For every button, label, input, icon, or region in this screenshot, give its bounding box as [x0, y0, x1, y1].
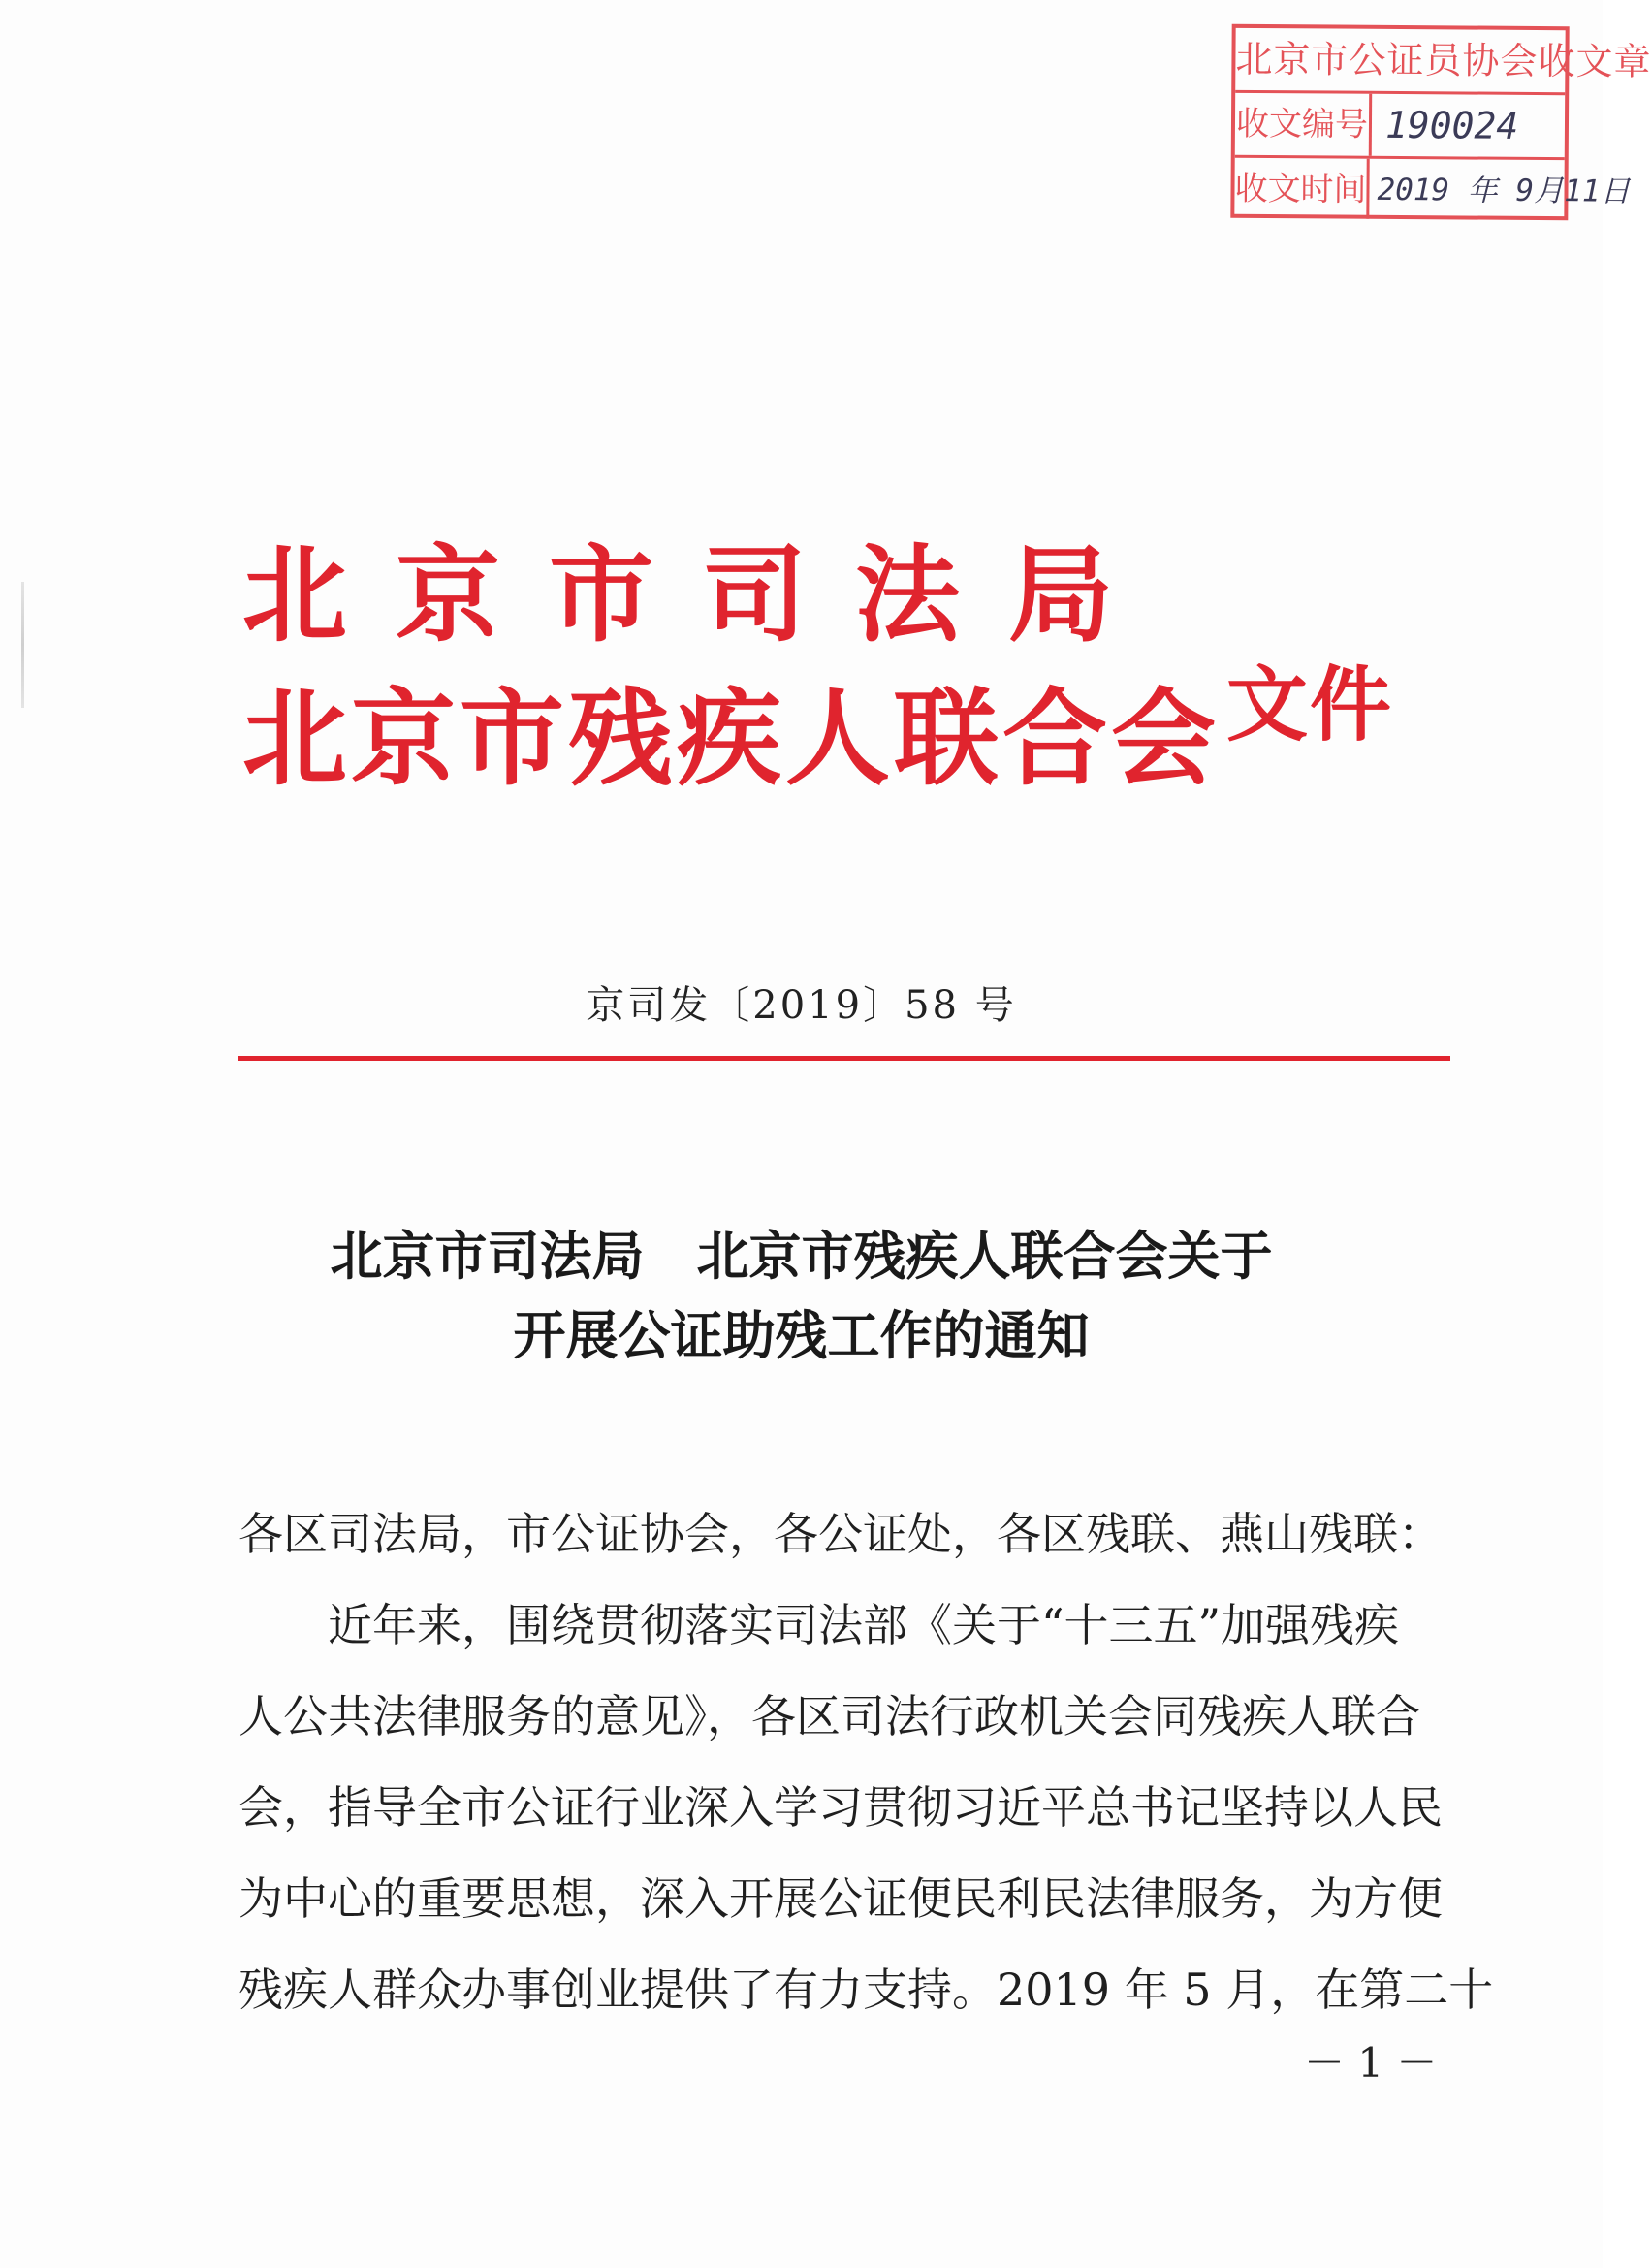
document-number: 京司发〔2019〕58 号 — [586, 983, 1017, 1028]
issuing-organizations — [242, 535, 1221, 800]
stamp-title: 北京市公证员协会收文章 — [1235, 28, 1565, 95]
stamp-number-value: 190024 — [1384, 103, 1519, 147]
document-kind: 文件 — [1226, 657, 1394, 752]
stamp-date-row — [1234, 158, 1631, 220]
body-line: 近年来，围绕贯彻落实司法部《关于“十三五”加强残疾 — [328, 1599, 1400, 1651]
receiving-stamp — [1230, 24, 1652, 220]
document-title — [0, 1217, 1603, 1376]
document-title-line-2: 开展公证助残工作的通知 — [513, 1305, 1090, 1366]
document-title-line-1: 北京市司法局 北京市残疾人联合会关于 — [330, 1226, 1273, 1287]
body-line: 人公共法律服务的意见》，各区司法行政机关会同残疾人联合 — [238, 1690, 1420, 1742]
page-number: － 1 － — [1304, 2039, 1438, 2087]
stamp-number-row — [1235, 93, 1565, 160]
red-divider-rule — [238, 1056, 1450, 1061]
body-line: 为中心的重要思想，深入开展公证便民利民法律服务，为方便 — [238, 1872, 1443, 1925]
addressee-line: 各区司法局，市公证协会，各公证处，各区残联、燕山残联： — [238, 1508, 1443, 1560]
stamp-date-label: 收文时间 — [1234, 158, 1369, 219]
stamp-number-label: 收文编号 — [1235, 93, 1372, 156]
body-line: 会，指导全市公证行业深入学习贯彻习近平总书记坚持以人民 — [238, 1781, 1443, 1834]
org-name-justice-bureau: 北京市司法局 — [242, 535, 1162, 656]
document-body — [238, 1488, 1494, 2035]
org-name-disabled-federation: 北京市残疾人联合会 — [242, 679, 1221, 800]
stamp-date-value: 2019 年 9月11日 — [1377, 172, 1631, 209]
body-line: 残疾人群众办事创业提供了有力支持。2019 年 5 月，在第二十 — [238, 1964, 1494, 2016]
scan-edge-mark — [21, 582, 24, 708]
